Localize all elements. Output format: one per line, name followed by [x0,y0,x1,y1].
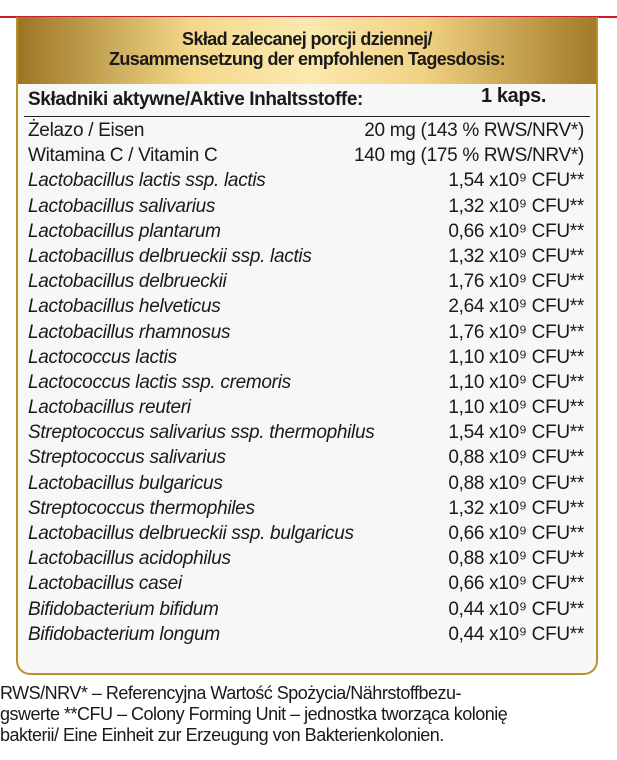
ingredient-row [18,622,596,647]
ingredient-value: 0,88 x10⁹ CFU** [448,548,584,570]
ingredient-value: 1,76 x10⁹ CFU** [448,271,584,293]
ingredient-row [18,219,596,244]
ingredient-row [18,496,596,521]
ingredient-value: 1,10 x10⁹ CFU** [448,397,584,419]
ingredient-name: Lactobacillus lactis ssp. lactis [28,170,266,192]
ingredient-name: Streptococcus thermophiles [28,497,255,519]
footnote-line-3: bakterii/ Eine Einheit zur Erzeugung von Bakterienkolonien. [0,725,444,745]
ingredient-value: 1,32 x10⁹ CFU** [448,497,584,519]
ingredient-value: 1,76 x10⁹ CFU** [448,321,584,343]
ingredient-row [18,194,596,219]
footnote [0,683,617,746]
ingredient-value: 1,54 x10⁹ CFU** [448,170,584,192]
ingredient-name: Lactobacillus delbrueckii ssp. bulgaricus [28,523,354,544]
ingredient-name: Bifidobacterium longum [28,623,220,645]
ingredient-name: Bifidobacterium bifidum [28,598,219,620]
ingredient-row [18,345,596,370]
ingredient-row [18,143,596,168]
ingredient-name: Streptococcus salivarius [28,447,226,469]
ingredient-value: 1,32 x10⁹ CFU** [448,195,584,217]
ingredient-value: 0,66 x10⁹ CFU** [448,523,584,544]
header-line-1: Skład zalecanej porcji dziennej/ [182,29,432,49]
ingredient-row [18,546,596,571]
ingredient-row [18,471,596,496]
ingredient-row [18,244,596,269]
footnote-line-1: RWS/NRV* – Referencyjna Wartość Spożycia/Nährstoffbezu- [0,683,462,703]
ingredient-value: 1,10 x10⁹ CFU** [448,371,584,393]
ingredient-row [18,294,596,319]
ingredient-row [18,445,596,470]
ingredient-name: Lactobacillus delbrueckii [28,271,227,293]
ingredient-value: 0,44 x10⁹ CFU** [448,598,584,620]
ingredient-name: Lactobacillus salivarius [28,195,216,217]
ingredient-row [18,118,596,143]
ingredient-value: 0,66 x10⁹ CFU** [448,220,584,242]
ingredient-value: 2,64 x10⁹ CFU** [448,296,584,318]
amount-label: 1 kaps. [481,85,547,107]
composition-panel [16,17,598,675]
ingredient-value: 0,44 x10⁹ CFU** [448,623,584,645]
ingredient-value: 1,54 x10⁹ CFU** [448,422,584,444]
ingredient-name: Lactobacillus casei [28,573,182,595]
ingredient-name: Lactobacillus helveticus [28,296,221,318]
ingredient-value: 0,88 x10⁹ CFU** [448,447,584,469]
ingredient-name: Streptococcus salivarius ssp. thermophilus [28,422,375,444]
ingredient-name: Lactobacillus acidophilus [28,548,231,570]
ingredient-name: Żelazo / Eisen [28,120,145,141]
ingredient-name: Witamina C / Vitamin C [28,145,218,167]
ingredient-name: Lactococcus lactis ssp. cremoris [28,371,291,393]
header-line-2: Zusammensetzung der empfohlenen Tagesdosis: [109,49,505,69]
ingredients-label: Składniki aktywne/Aktive Inhaltsstoffe: [28,89,363,110]
ingredient-row [18,168,596,193]
ingredient-row [18,420,596,445]
ingredients-list [18,118,596,647]
ingredient-row [18,521,596,546]
ingredient-row [18,395,596,420]
ingredient-name: Lactobacillus delbrueckii ssp. lactis [28,245,312,267]
ingredient-name: Lactobacillus reuteri [28,397,191,419]
ingredient-value: 1,32 x10⁹ CFU** [448,245,584,267]
ingredient-value: 0,88 x10⁹ CFU** [448,472,584,494]
ingredient-name: Lactobacillus plantarum [28,220,221,242]
footnote-line-2: gswerte **CFU – Colony Forming Unit – jednostka tworząca kolonię [0,704,508,724]
ingredient-value: 0,66 x10⁹ CFU** [448,573,584,595]
ingredient-name: Lactobacillus bulgaricus [28,472,223,494]
ingredient-name: Lactobacillus rhamnosus [28,321,231,343]
column-header [24,84,590,117]
ingredient-value: 20 mg (143 % RWS/NRV*) [364,120,584,141]
ingredient-row [18,269,596,294]
ingredient-value: 1,10 x10⁹ CFU** [448,346,584,368]
ingredient-name: Lactococcus lactis [28,346,177,368]
panel-header [18,17,596,84]
ingredient-value: 140 mg (175 % RWS/NRV*) [354,145,584,167]
ingredient-row [18,571,596,596]
ingredient-row [18,597,596,622]
ingredient-row [18,320,596,345]
ingredient-row [18,370,596,395]
